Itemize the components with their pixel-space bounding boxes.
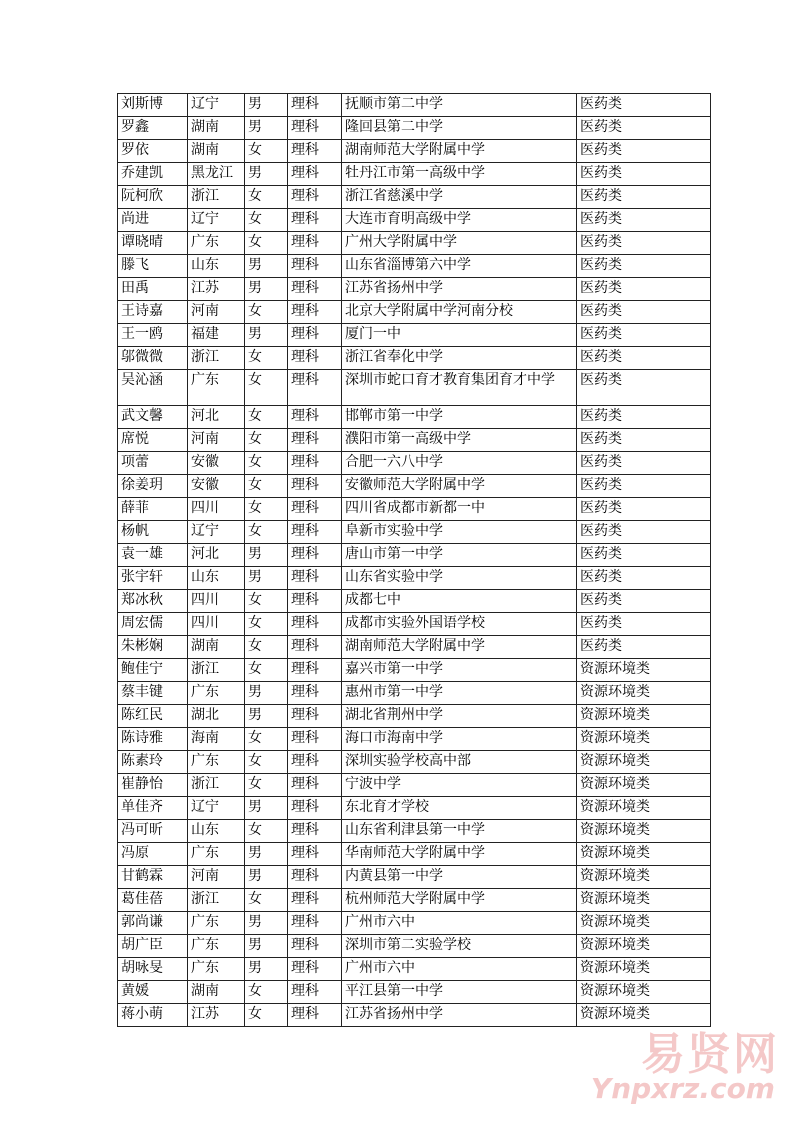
cell-gender: 女	[245, 429, 288, 452]
cell-major: 医药类	[577, 94, 711, 117]
cell-school: 濮阳市第一高级中学	[342, 429, 577, 452]
cell-name: 鲍佳宁	[118, 659, 188, 682]
table-row	[118, 912, 711, 935]
cell-province: 辽宁	[188, 94, 245, 117]
cell-province: 福建	[188, 324, 245, 347]
table-row	[118, 981, 711, 1004]
cell-school: 厦门一中	[342, 324, 577, 347]
cell-province: 辽宁	[188, 209, 245, 232]
table-row	[118, 544, 711, 567]
cell-gender: 男	[245, 94, 288, 117]
cell-gender: 男	[245, 705, 288, 728]
cell-major: 医药类	[577, 636, 711, 659]
cell-gender: 女	[245, 370, 288, 406]
cell-gender: 男	[245, 163, 288, 186]
cell-subject: 理科	[288, 521, 342, 544]
cell-name: 乔建凯	[118, 163, 188, 186]
table-row	[118, 820, 711, 843]
cell-school: 四川省成都市新都一中	[342, 498, 577, 521]
cell-province: 广东	[188, 912, 245, 935]
cell-subject: 理科	[288, 452, 342, 475]
cell-province: 辽宁	[188, 797, 245, 820]
table-row	[118, 843, 711, 866]
cell-province: 广东	[188, 958, 245, 981]
cell-school: 深圳市第二实验学校	[342, 935, 577, 958]
cell-subject: 理科	[288, 751, 342, 774]
cell-major: 医药类	[577, 186, 711, 209]
cell-name: 郑冰秋	[118, 590, 188, 613]
cell-subject: 理科	[288, 567, 342, 590]
cell-province: 四川	[188, 590, 245, 613]
cell-subject: 理科	[288, 774, 342, 797]
cell-major: 医药类	[577, 209, 711, 232]
cell-school: 江苏省扬州中学	[342, 1004, 577, 1027]
table-row	[118, 255, 711, 278]
cell-major: 资源环境类	[577, 843, 711, 866]
cell-subject: 理科	[288, 186, 342, 209]
table-row	[118, 774, 711, 797]
cell-subject: 理科	[288, 278, 342, 301]
cell-school: 湖南师范大学附属中学	[342, 636, 577, 659]
cell-school: 隆回县第二中学	[342, 117, 577, 140]
cell-gender: 男	[245, 912, 288, 935]
cell-name: 尚进	[118, 209, 188, 232]
cell-school: 浙江省慈溪中学	[342, 186, 577, 209]
cell-subject: 理科	[288, 866, 342, 889]
cell-school: 山东省淄博第六中学	[342, 255, 577, 278]
table-row	[118, 163, 711, 186]
cell-province: 浙江	[188, 774, 245, 797]
cell-subject: 理科	[288, 429, 342, 452]
cell-school: 湖南师范大学附属中学	[342, 140, 577, 163]
cell-gender: 女	[245, 209, 288, 232]
cell-major: 医药类	[577, 232, 711, 255]
cell-school: 山东省实验中学	[342, 567, 577, 590]
cell-name: 冯原	[118, 843, 188, 866]
watermark-en: Ynpxrz.com	[590, 1072, 775, 1105]
cell-name: 邬微微	[118, 347, 188, 370]
cell-school: 华南师范大学附属中学	[342, 843, 577, 866]
cell-name: 冯可昕	[118, 820, 188, 843]
cell-name: 吴沁涵	[118, 370, 188, 406]
table-row	[118, 370, 711, 406]
cell-school: 成都七中	[342, 590, 577, 613]
cell-gender: 男	[245, 567, 288, 590]
cell-gender: 女	[245, 406, 288, 429]
cell-school: 惠州市第一中学	[342, 682, 577, 705]
cell-name: 项蕾	[118, 452, 188, 475]
cell-gender: 女	[245, 498, 288, 521]
cell-province: 四川	[188, 498, 245, 521]
cell-subject: 理科	[288, 475, 342, 498]
cell-gender: 女	[245, 521, 288, 544]
cell-subject: 理科	[288, 232, 342, 255]
cell-school: 广州大学附属中学	[342, 232, 577, 255]
cell-name: 武文馨	[118, 406, 188, 429]
table-row	[118, 613, 711, 636]
cell-gender: 女	[245, 301, 288, 324]
cell-major: 医药类	[577, 475, 711, 498]
cell-school: 嘉兴市第一中学	[342, 659, 577, 682]
table-row	[118, 705, 711, 728]
cell-province: 广东	[188, 751, 245, 774]
cell-name: 胡咏旻	[118, 958, 188, 981]
cell-school: 宁波中学	[342, 774, 577, 797]
cell-gender: 女	[245, 751, 288, 774]
cell-gender: 男	[245, 866, 288, 889]
cell-subject: 理科	[288, 94, 342, 117]
cell-province: 四川	[188, 613, 245, 636]
cell-major: 资源环境类	[577, 981, 711, 1004]
cell-major: 医药类	[577, 498, 711, 521]
cell-major: 医药类	[577, 278, 711, 301]
table-row	[118, 117, 711, 140]
cell-subject: 理科	[288, 324, 342, 347]
cell-school: 北京大学附属中学河南分校	[342, 301, 577, 324]
cell-major: 资源环境类	[577, 820, 711, 843]
cell-gender: 女	[245, 774, 288, 797]
cell-school: 内黄县第一中学	[342, 866, 577, 889]
cell-major: 医药类	[577, 255, 711, 278]
cell-gender: 男	[245, 682, 288, 705]
cell-subject: 理科	[288, 590, 342, 613]
table-row	[118, 935, 711, 958]
cell-subject: 理科	[288, 682, 342, 705]
cell-gender: 男	[245, 324, 288, 347]
cell-province: 河南	[188, 866, 245, 889]
cell-subject: 理科	[288, 889, 342, 912]
cell-major: 资源环境类	[577, 682, 711, 705]
cell-gender: 女	[245, 186, 288, 209]
cell-school: 东北育才学校	[342, 797, 577, 820]
cell-province: 山东	[188, 255, 245, 278]
cell-subject: 理科	[288, 613, 342, 636]
cell-gender: 女	[245, 475, 288, 498]
cell-province: 浙江	[188, 659, 245, 682]
cell-school: 合肥一六八中学	[342, 452, 577, 475]
cell-name: 袁一雄	[118, 544, 188, 567]
watermark-cn: 易贤网	[641, 1029, 779, 1080]
cell-school: 平江县第一中学	[342, 981, 577, 1004]
cell-province: 广东	[188, 843, 245, 866]
cell-name: 谭晓晴	[118, 232, 188, 255]
cell-name: 罗鑫	[118, 117, 188, 140]
cell-name: 薛菲	[118, 498, 188, 521]
cell-province: 海南	[188, 728, 245, 751]
cell-province: 广东	[188, 232, 245, 255]
cell-school: 广州市六中	[342, 912, 577, 935]
cell-name: 蔡丰键	[118, 682, 188, 705]
cell-major: 资源环境类	[577, 958, 711, 981]
cell-gender: 女	[245, 636, 288, 659]
cell-major: 医药类	[577, 324, 711, 347]
cell-province: 山东	[188, 820, 245, 843]
cell-gender: 女	[245, 232, 288, 255]
cell-major: 医药类	[577, 140, 711, 163]
table-row	[118, 301, 711, 324]
cell-name: 陈素玲	[118, 751, 188, 774]
cell-school: 抚顺市第二中学	[342, 94, 577, 117]
cell-gender: 男	[245, 797, 288, 820]
cell-major: 资源环境类	[577, 1004, 711, 1027]
cell-school: 成都市实验外国语学校	[342, 613, 577, 636]
table-row	[118, 797, 711, 820]
cell-name: 王诗嘉	[118, 301, 188, 324]
cell-major: 医药类	[577, 452, 711, 475]
table-row	[118, 659, 711, 682]
cell-school: 海口市海南中学	[342, 728, 577, 751]
cell-subject: 理科	[288, 912, 342, 935]
cell-gender: 女	[245, 820, 288, 843]
student-list-table	[117, 93, 711, 1027]
table-row	[118, 498, 711, 521]
cell-province: 湖南	[188, 117, 245, 140]
cell-subject: 理科	[288, 301, 342, 324]
cell-major: 医药类	[577, 406, 711, 429]
cell-gender: 女	[245, 659, 288, 682]
cell-major: 资源环境类	[577, 912, 711, 935]
cell-name: 葛佳蓓	[118, 889, 188, 912]
cell-subject: 理科	[288, 820, 342, 843]
cell-subject: 理科	[288, 347, 342, 370]
cell-name: 杨帆	[118, 521, 188, 544]
cell-major: 资源环境类	[577, 935, 711, 958]
cell-school: 牡丹江市第一高级中学	[342, 163, 577, 186]
cell-subject: 理科	[288, 406, 342, 429]
cell-major: 资源环境类	[577, 774, 711, 797]
cell-subject: 理科	[288, 843, 342, 866]
cell-school: 山东省利津县第一中学	[342, 820, 577, 843]
cell-gender: 男	[245, 117, 288, 140]
cell-major: 医药类	[577, 163, 711, 186]
cell-gender: 男	[245, 255, 288, 278]
cell-name: 陈诗雅	[118, 728, 188, 751]
cell-name: 王一鸥	[118, 324, 188, 347]
table-row	[118, 452, 711, 475]
cell-school: 深圳市蛇口育才教育集团育才中学	[342, 370, 577, 406]
cell-name: 单佳齐	[118, 797, 188, 820]
cell-subject: 理科	[288, 728, 342, 751]
cell-province: 安徽	[188, 475, 245, 498]
cell-name: 徐姜玥	[118, 475, 188, 498]
cell-major: 资源环境类	[577, 797, 711, 820]
cell-province: 黑龙江	[188, 163, 245, 186]
cell-gender: 女	[245, 728, 288, 751]
cell-school: 大连市育明高级中学	[342, 209, 577, 232]
cell-subject: 理科	[288, 163, 342, 186]
cell-subject: 理科	[288, 544, 342, 567]
cell-gender: 男	[245, 843, 288, 866]
cell-major: 医药类	[577, 117, 711, 140]
cell-name: 黄媛	[118, 981, 188, 1004]
cell-name: 周宏儒	[118, 613, 188, 636]
cell-subject: 理科	[288, 705, 342, 728]
table-row	[118, 728, 711, 751]
cell-name: 胡广臣	[118, 935, 188, 958]
cell-major: 资源环境类	[577, 866, 711, 889]
cell-gender: 女	[245, 1004, 288, 1027]
cell-province: 湖南	[188, 636, 245, 659]
cell-province: 浙江	[188, 889, 245, 912]
cell-subject: 理科	[288, 209, 342, 232]
cell-school: 浙江省奉化中学	[342, 347, 577, 370]
cell-name: 田禹	[118, 278, 188, 301]
cell-name: 郭尚谦	[118, 912, 188, 935]
cell-province: 江苏	[188, 1004, 245, 1027]
cell-subject: 理科	[288, 935, 342, 958]
cell-major: 资源环境类	[577, 751, 711, 774]
cell-school: 唐山市第一中学	[342, 544, 577, 567]
cell-major: 医药类	[577, 567, 711, 590]
cell-gender: 女	[245, 452, 288, 475]
cell-name: 朱彬娴	[118, 636, 188, 659]
table-row	[118, 682, 711, 705]
cell-school: 邯郸市第一中学	[342, 406, 577, 429]
cell-province: 广东	[188, 370, 245, 406]
cell-province: 湖南	[188, 140, 245, 163]
cell-school: 杭州师范大学附属中学	[342, 889, 577, 912]
cell-name: 席悦	[118, 429, 188, 452]
table-row	[118, 324, 711, 347]
table-row	[118, 751, 711, 774]
cell-school: 湖北省荆州中学	[342, 705, 577, 728]
cell-school: 深圳实验学校高中部	[342, 751, 577, 774]
table-row	[118, 278, 711, 301]
cell-major: 资源环境类	[577, 889, 711, 912]
cell-name: 刘斯博	[118, 94, 188, 117]
cell-name: 张宇轩	[118, 567, 188, 590]
table-row	[118, 590, 711, 613]
table-row	[118, 521, 711, 544]
cell-province: 湖北	[188, 705, 245, 728]
cell-major: 医药类	[577, 590, 711, 613]
cell-major: 资源环境类	[577, 728, 711, 751]
table-row	[118, 636, 711, 659]
cell-province: 江苏	[188, 278, 245, 301]
cell-province: 安徽	[188, 452, 245, 475]
table-row	[118, 140, 711, 163]
cell-subject: 理科	[288, 370, 342, 406]
table-row	[118, 475, 711, 498]
cell-major: 医药类	[577, 301, 711, 324]
watermark-logo	[590, 1018, 779, 1114]
cell-major: 资源环境类	[577, 659, 711, 682]
table-row	[118, 232, 711, 255]
cell-name: 蒋小萌	[118, 1004, 188, 1027]
cell-province: 河北	[188, 406, 245, 429]
cell-subject: 理科	[288, 255, 342, 278]
cell-province: 辽宁	[188, 521, 245, 544]
cell-major: 医药类	[577, 429, 711, 452]
table-row	[118, 866, 711, 889]
cell-name: 罗依	[118, 140, 188, 163]
cell-major: 医药类	[577, 370, 711, 406]
cell-subject: 理科	[288, 1004, 342, 1027]
cell-subject: 理科	[288, 498, 342, 521]
cell-gender: 男	[245, 544, 288, 567]
table-row	[118, 347, 711, 370]
table-row	[118, 94, 711, 117]
table-row	[118, 889, 711, 912]
cell-province: 河南	[188, 429, 245, 452]
cell-gender: 男	[245, 278, 288, 301]
cell-gender: 男	[245, 958, 288, 981]
cell-province: 山东	[188, 567, 245, 590]
cell-subject: 理科	[288, 659, 342, 682]
cell-subject: 理科	[288, 958, 342, 981]
cell-province: 湖南	[188, 981, 245, 1004]
cell-school: 江苏省扬州中学	[342, 278, 577, 301]
cell-school: 广州市六中	[342, 958, 577, 981]
table-row	[118, 209, 711, 232]
cell-gender: 女	[245, 613, 288, 636]
cell-major: 医药类	[577, 347, 711, 370]
table-row	[118, 567, 711, 590]
cell-name: 崔静怡	[118, 774, 188, 797]
cell-subject: 理科	[288, 140, 342, 163]
cell-province: 河北	[188, 544, 245, 567]
cell-gender: 女	[245, 140, 288, 163]
cell-province: 浙江	[188, 347, 245, 370]
cell-name: 甘鹤霖	[118, 866, 188, 889]
table-row	[118, 186, 711, 209]
cell-gender: 女	[245, 347, 288, 370]
cell-subject: 理科	[288, 117, 342, 140]
cell-name: 阮柯欣	[118, 186, 188, 209]
cell-province: 河南	[188, 301, 245, 324]
cell-school: 安徽师范大学附属中学	[342, 475, 577, 498]
cell-province: 浙江	[188, 186, 245, 209]
cell-name: 陈红民	[118, 705, 188, 728]
cell-school: 阜新市实验中学	[342, 521, 577, 544]
cell-gender: 男	[245, 935, 288, 958]
cell-major: 医药类	[577, 544, 711, 567]
table-row	[118, 406, 711, 429]
table-row	[118, 429, 711, 452]
cell-subject: 理科	[288, 981, 342, 1004]
cell-major: 医药类	[577, 521, 711, 544]
cell-gender: 女	[245, 889, 288, 912]
cell-gender: 女	[245, 981, 288, 1004]
cell-gender: 女	[245, 590, 288, 613]
table-row	[118, 958, 711, 981]
cell-province: 广东	[188, 935, 245, 958]
cell-major: 医药类	[577, 613, 711, 636]
cell-subject: 理科	[288, 636, 342, 659]
cell-subject: 理科	[288, 797, 342, 820]
cell-major: 资源环境类	[577, 705, 711, 728]
cell-name: 滕飞	[118, 255, 188, 278]
cell-province: 广东	[188, 682, 245, 705]
